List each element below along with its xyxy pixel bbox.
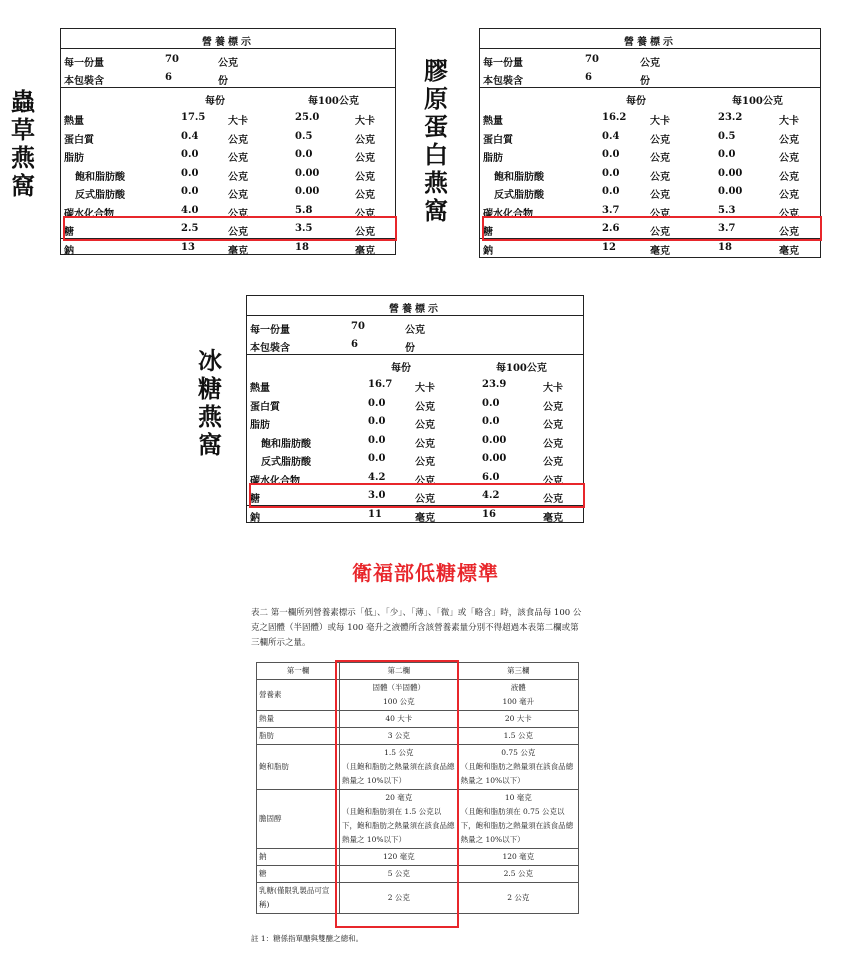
per-100-unit: 公克 (779, 190, 799, 201)
solid_note: （且飽和脂肪之熱量須在該食品總熱量之 10%以下） (342, 762, 455, 785)
liquid_note: （且飽和脂肪須在 0.75 公克以下，飽和脂肪之熱量須在該食品總熱量之 10%以下） (460, 807, 574, 844)
per-100-value: 5.8 (295, 205, 313, 216)
per-serving-unit: 大卡 (228, 116, 248, 127)
nutrient-row (247, 413, 583, 431)
column-header-row (61, 89, 395, 107)
nutrient-row (247, 432, 583, 450)
per-100-unit: 公克 (355, 172, 375, 183)
per-100-value: 0.00 (718, 168, 743, 179)
per-serving-value: 0.0 (368, 435, 386, 446)
servings-value: 6 (585, 72, 592, 83)
per-serving-unit: 公克 (228, 172, 248, 183)
liquid-cell (458, 728, 578, 745)
standard-intro: 表二 第一欄所列營養素標示「低」、「少」、「薄」、「微」或「略含」時，該食品每 100 公克之固體（半固體）或每 100 毫升之液體所含該營養素量分別不得超過本表第二欄或第三欄所示之量。 (251, 608, 582, 648)
nutrient-name: 熱量 (250, 383, 270, 394)
per-serving-value: 12 (602, 242, 616, 253)
nutrient-name: 飽和脂肪酸 (75, 172, 125, 183)
per-serving-value: 0.0 (368, 398, 386, 409)
serving-value: 70 (585, 54, 599, 65)
per-serving-unit: 公克 (228, 153, 248, 164)
servings-unit: 份 (640, 76, 650, 87)
table-title-row (480, 30, 820, 48)
per-100-unit: 公克 (779, 153, 799, 164)
per-serving-value: 0.0 (602, 168, 620, 179)
per-serving-unit: 公克 (228, 135, 248, 146)
servings-row (247, 336, 583, 354)
per-100-value: 23.9 (482, 379, 507, 390)
sugar-row-highlight (63, 216, 397, 241)
per-serving-unit: 公克 (415, 439, 435, 450)
per-serving-header: 每份 (205, 96, 225, 107)
nutrient-cell (257, 849, 340, 866)
per-serving-value: 0.4 (181, 131, 199, 142)
nutrient-name: 鈉 (250, 513, 260, 524)
per-100-value: 3.5 (295, 223, 313, 234)
servings-value: 6 (165, 72, 172, 83)
nutrient-cell (257, 745, 340, 790)
liquid-value: 1.5 公克 (503, 731, 533, 740)
per-100-unit: 公克 (543, 402, 563, 413)
per-serving-value: 16.2 (602, 112, 627, 123)
header-col2: 第二欄 (340, 663, 459, 680)
liquid-value: 2 公克 (507, 893, 530, 902)
name-value: 乳糖(僅限乳製品可宣稱) (259, 886, 330, 909)
per-100-unit: 公克 (543, 494, 563, 505)
per-100-unit: 毫克 (355, 246, 375, 257)
nutrition-table-collagen (479, 28, 821, 258)
sub-liquid (458, 680, 578, 711)
per-100-unit: 公克 (355, 190, 375, 201)
solid-value: 40 大卡 (385, 714, 413, 723)
per-100-header: 每100公克 (732, 96, 783, 107)
liquid-cell (458, 883, 578, 914)
nutrient-row (480, 128, 820, 146)
serving-unit: 公克 (218, 58, 238, 69)
per-serving-value: 4.0 (181, 205, 199, 216)
solid-column-highlight (335, 660, 459, 928)
per-serving-value: 2.6 (602, 223, 620, 234)
solid-value: 1.5 公克 (384, 748, 414, 757)
servings-value: 6 (351, 339, 358, 350)
servings-label: 本包裝含 (64, 76, 104, 87)
solid_note: （且飽和脂肪須在 1.5 公克以下，飽和脂肪之熱量須在該食品總熱量之 10%以下） (342, 807, 455, 844)
per-100-unit: 公克 (543, 420, 563, 431)
per-100-unit: 公克 (779, 135, 799, 146)
per-serving-value: 2.5 (181, 223, 199, 234)
nutrient-row (247, 450, 583, 468)
per-serving-value: 11 (368, 509, 382, 520)
per-100-unit: 公克 (779, 227, 799, 238)
label-rock-sugar: 冰糖燕窩 (198, 347, 222, 459)
header-col1: 第一欄 (257, 663, 340, 680)
servings-label: 本包裝含 (250, 343, 290, 354)
per-serving-unit: 公克 (228, 190, 248, 201)
table-rule (247, 354, 583, 355)
nutrient-row (247, 376, 583, 394)
table-rule (480, 87, 820, 88)
serving-value: 70 (351, 321, 365, 332)
per-100-header: 每100公克 (496, 363, 547, 374)
nutrient-row (480, 146, 820, 164)
per-serving-unit: 公克 (415, 402, 435, 413)
per-serving-unit: 毫克 (228, 246, 248, 257)
nutrient-name: 碳水化合物 (250, 476, 300, 487)
per-serving-unit: 公克 (650, 227, 670, 238)
nutrient-name: 糖 (483, 227, 493, 238)
per-100-unit: 毫克 (543, 513, 563, 524)
liquid-cell (458, 790, 578, 849)
per-serving-unit: 公克 (650, 209, 670, 220)
per-100-unit: 大卡 (355, 116, 375, 127)
per-100-unit: 公克 (355, 153, 375, 164)
per-100-value: 0.00 (482, 453, 507, 464)
servings-row (61, 69, 395, 87)
per-serving-header: 每份 (626, 96, 646, 107)
per-100-value: 6.0 (482, 472, 500, 483)
per-100-unit: 公克 (355, 209, 375, 220)
servings-label: 本包裝含 (483, 76, 523, 87)
nutrient-name: 脂肪 (483, 153, 503, 164)
per-serving-value: 0.0 (181, 186, 199, 197)
per-serving-value: 0.0 (368, 453, 386, 464)
name-value: 膽固醇 (259, 814, 282, 823)
nutrient-cell (257, 866, 340, 883)
serving-value: 70 (165, 54, 179, 65)
nutrient-name: 糖 (250, 494, 260, 505)
solid-value: 3 公克 (387, 731, 410, 740)
sugar-row-highlight (482, 216, 822, 241)
table-title: 營養標示 (624, 37, 676, 48)
table-title-row (247, 297, 583, 315)
liquid-cell (458, 711, 578, 728)
name-value: 熱量 (259, 714, 274, 723)
label-cordyceps: 蟲草燕窩 (11, 88, 35, 200)
per-100-value: 18 (295, 242, 309, 253)
table-rule (480, 48, 820, 49)
per-serving-value: 4.2 (368, 472, 386, 483)
per-100-value: 0.0 (718, 149, 736, 160)
liquid_note: （且飽和脂肪之熱量須在該食品總熱量之 10%以下） (460, 762, 574, 785)
liquid-cell (458, 849, 578, 866)
table-title: 營養標示 (389, 304, 441, 315)
name-value: 鈉 (259, 852, 267, 861)
nutrition-table-rock-sugar (246, 295, 584, 523)
per-100-value: 0.00 (295, 168, 320, 179)
table-rule (61, 87, 395, 88)
per-serving-unit: 大卡 (415, 383, 435, 394)
servings-row (480, 69, 820, 87)
nutrient-row (61, 239, 395, 257)
nutrient-name: 飽和脂肪酸 (261, 439, 311, 450)
solid-value: 5 公克 (387, 869, 410, 878)
per-serving-value: 0.0 (181, 168, 199, 179)
per-100-unit: 公克 (543, 476, 563, 487)
per-100-value: 18 (718, 242, 732, 253)
per-serving-value: 16.7 (368, 379, 393, 390)
nutrition-table-cordyceps (60, 28, 396, 255)
nutrient-name: 碳水化合物 (64, 209, 114, 220)
servings-unit: 份 (218, 76, 228, 87)
per-serving-unit: 大卡 (650, 116, 670, 127)
sub-liquid-unit: 100 毫升 (502, 697, 535, 706)
per-100-value: 0.5 (295, 131, 313, 142)
per-100-value: 16 (482, 509, 496, 520)
solid-value: 120 毫克 (382, 852, 415, 861)
per-100-unit: 毫克 (779, 246, 799, 257)
serving-row (61, 51, 395, 69)
per-100-value: 25.0 (295, 112, 320, 123)
nutrient-cell (257, 711, 340, 728)
serving-row (480, 51, 820, 69)
per-100-unit: 公克 (355, 227, 375, 238)
label-collagen: 膠原蛋白燕窩 (424, 57, 448, 225)
nutrient-name: 碳水化合物 (483, 209, 533, 220)
nutrient-name: 蛋白質 (250, 402, 280, 413)
sugar-row-highlight (249, 483, 585, 508)
table-rule (247, 315, 583, 316)
liquid-cell (458, 745, 578, 790)
per-serving-unit: 公克 (228, 209, 248, 220)
serving-unit: 公克 (405, 325, 425, 336)
per-serving-value: 0.0 (181, 149, 199, 160)
per-100-value: 0.0 (295, 149, 313, 160)
per-serving-value: 13 (181, 242, 195, 253)
per-100-value: 0.0 (482, 398, 500, 409)
per-serving-value: 0.0 (602, 186, 620, 197)
nutrient-name: 糖 (64, 227, 74, 238)
nutrient-name: 反式脂肪酸 (494, 190, 544, 201)
nutrient-name: 鈉 (64, 246, 74, 257)
nutrient-row (61, 183, 395, 201)
nutrient-row (480, 109, 820, 127)
serving-label: 每一份量 (64, 58, 104, 69)
per-100-unit: 公克 (543, 439, 563, 450)
per-100-value: 0.0 (482, 416, 500, 427)
per-100-value: 0.00 (718, 186, 743, 197)
liquid-value: 10 毫克 (504, 793, 532, 802)
per-serving-value: 0.0 (368, 416, 386, 427)
solid-value: 2 公克 (387, 893, 410, 902)
sub-nutrient: 營養素 (257, 680, 340, 711)
per-serving-unit: 公克 (650, 153, 670, 164)
liquid-cell (458, 866, 578, 883)
per-serving-unit: 毫克 (650, 246, 670, 257)
per-serving-header: 每份 (391, 363, 411, 374)
per-serving-unit: 毫克 (415, 513, 435, 524)
serving-label: 每一份量 (250, 325, 290, 336)
nutrient-name: 熱量 (483, 116, 503, 127)
per-100-unit: 公克 (779, 209, 799, 220)
nutrient-name: 反式脂肪酸 (261, 457, 311, 468)
per-100-unit: 公克 (543, 457, 563, 468)
per-100-value: 3.7 (718, 223, 736, 234)
sub-liquid-label: 液體 (510, 683, 526, 692)
nutrient-row (61, 109, 395, 127)
name-value: 脂肪 (259, 731, 274, 740)
nutrient-cell (257, 883, 340, 914)
name-value: 飽和脂肪 (259, 762, 289, 771)
per-serving-unit: 公克 (415, 476, 435, 487)
per-100-unit: 公克 (779, 172, 799, 183)
nutrient-row (61, 128, 395, 146)
servings-unit: 份 (405, 343, 415, 354)
standard-title: 衛福部低糖標準 (352, 561, 499, 585)
column-header-row (480, 89, 820, 107)
per-100-value: 0.5 (718, 131, 736, 142)
liquid-value: 120 毫克 (502, 852, 535, 861)
nutrient-name: 熱量 (64, 116, 84, 127)
per-serving-unit: 公克 (228, 227, 248, 238)
per-serving-value: 3.7 (602, 205, 620, 216)
nutrient-row (480, 239, 820, 257)
nutrient-row (61, 146, 395, 164)
nutrient-name: 反式脂肪酸 (75, 190, 125, 201)
table-title: 營養標示 (202, 37, 254, 48)
nutrient-name: 脂肪 (250, 420, 270, 431)
sub-solid-unit: 100 公克 (382, 697, 415, 706)
per-serving-unit: 公克 (415, 420, 435, 431)
table-rule (61, 48, 395, 49)
per-serving-unit: 公克 (650, 190, 670, 201)
liquid-value: 2.5 公克 (503, 869, 533, 878)
per-serving-value: 3.0 (368, 490, 386, 501)
per-100-value: 0.00 (295, 186, 320, 197)
serving-unit: 公克 (640, 58, 660, 69)
per-serving-value: 0.4 (602, 131, 620, 142)
serving-label: 每一份量 (483, 58, 523, 69)
nutrient-row (61, 165, 395, 183)
nutrient-name: 飽和脂肪酸 (494, 172, 544, 183)
column-header-row (247, 356, 583, 374)
per-100-value: 0.00 (482, 435, 507, 446)
per-100-header: 每100公克 (308, 96, 359, 107)
per-serving-unit: 公克 (415, 457, 435, 468)
nutrient-name: 鈉 (483, 246, 493, 257)
table-title-row (61, 30, 395, 48)
per-serving-value: 17.5 (181, 112, 206, 123)
nutrient-name: 蛋白質 (64, 135, 94, 146)
per-100-value: 4.2 (482, 490, 500, 501)
per-100-unit: 大卡 (543, 383, 563, 394)
per-100-unit: 公克 (355, 135, 375, 146)
nutrient-name: 脂肪 (64, 153, 84, 164)
nutrient-row (247, 506, 583, 524)
per-100-value: 5.3 (718, 205, 736, 216)
name-value: 糖 (259, 869, 267, 878)
header-col3: 第三欄 (458, 663, 578, 680)
nutrient-cell (257, 728, 340, 745)
per-serving-unit: 公克 (415, 494, 435, 505)
nutrient-name: 蛋白質 (483, 135, 513, 146)
liquid-value: 0.75 公克 (501, 748, 536, 757)
per-serving-value: 0.0 (602, 149, 620, 160)
liquid-value: 20 大卡 (504, 714, 532, 723)
nutrient-row (247, 395, 583, 413)
per-serving-unit: 公克 (650, 135, 670, 146)
per-100-unit: 大卡 (779, 116, 799, 127)
standard-note: 註 1：糖係指單醣與雙醣之總和。 (251, 934, 364, 943)
serving-row (247, 318, 583, 336)
nutrient-cell (257, 790, 340, 849)
solid-value: 20 毫克 (385, 793, 413, 802)
nutrient-row (480, 183, 820, 201)
per-100-value: 23.2 (718, 112, 743, 123)
nutrient-row (480, 165, 820, 183)
per-serving-unit: 公克 (650, 172, 670, 183)
sub-solid-label: 固體（半固體） (372, 683, 426, 692)
